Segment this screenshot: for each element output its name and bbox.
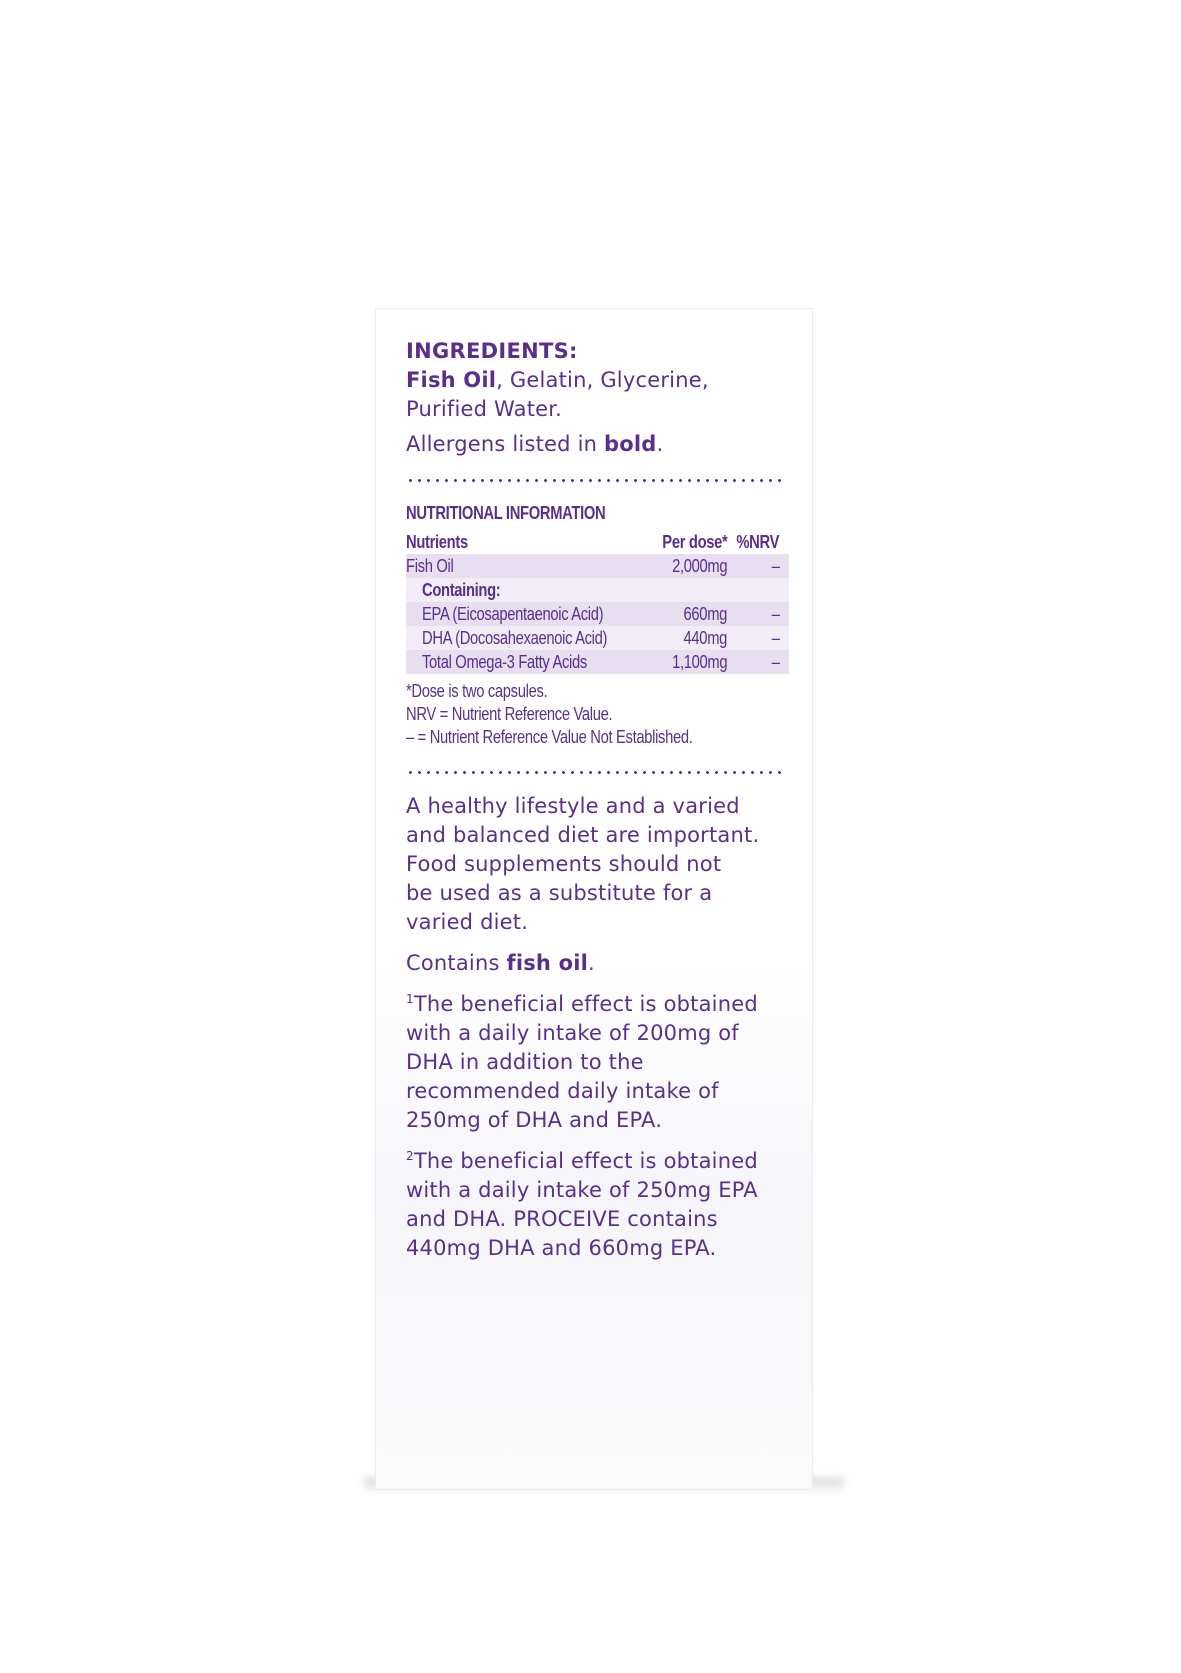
advice-line: be used as a substitute for a	[406, 881, 713, 905]
allergen-fish-oil: Fish Oil	[406, 368, 497, 392]
row-dose: 1,100mg	[672, 652, 728, 672]
advice-line: varied diet.	[406, 910, 529, 934]
row-dose: 2,000mg	[672, 556, 728, 576]
footnote-mark: 2	[406, 1149, 414, 1163]
row-dose: 660mg	[683, 604, 728, 624]
footnote-line: The beneficial effect is obtained	[413, 992, 758, 1016]
footnote-line: The beneficial effect is obtained	[413, 1149, 758, 1173]
footnote-line: 440mg DHA and 660mg EPA.	[406, 1236, 717, 1260]
contains-suffix: .	[588, 951, 595, 975]
product-box-side-panel	[375, 308, 813, 1490]
advice-text	[406, 792, 786, 937]
table-row	[406, 602, 789, 626]
col-per-dose: Per dose*	[662, 532, 728, 552]
contains-prefix: Contains	[406, 951, 507, 975]
footnote-line: with a daily intake of 250mg EPA	[406, 1178, 758, 1202]
advice-line: A healthy lifestyle and a varied	[406, 794, 740, 818]
col-nutrients: Nutrients	[406, 532, 468, 552]
footnote-1	[406, 990, 786, 1135]
advice-line: and balanced diet are important.	[406, 823, 760, 847]
row-nrv: –	[771, 652, 780, 672]
row-nrv: –	[771, 628, 780, 648]
row-name: Fish Oil	[406, 556, 454, 576]
allergen-note-bold: bold	[603, 432, 657, 456]
row-name: Total Omega-3 Fatty Acids	[422, 652, 587, 672]
col-nrv: %NRV	[736, 532, 780, 552]
footnote-line: and DHA. PROCEIVE contains	[406, 1207, 718, 1231]
nutrition-section	[406, 502, 786, 749]
note-dose: *Dose is two capsules.	[406, 681, 548, 701]
footnote-line: with a daily intake of 200mg of	[406, 1021, 739, 1045]
row-name: Containing:	[422, 580, 501, 600]
ingredients-heading: INGREDIENTS:	[406, 339, 578, 363]
row-name: DHA (Docosahexaenoic Acid)	[422, 628, 608, 648]
table-row	[406, 626, 789, 650]
allergen-note	[406, 430, 786, 459]
row-nrv: –	[771, 604, 780, 624]
ingredients-rest-1: , Gelatin, Glycerine,	[496, 368, 709, 392]
footnote-line: DHA in addition to the	[406, 1050, 644, 1074]
footnote-line: recommended daily intake of	[406, 1079, 719, 1103]
ingredients-list	[406, 366, 786, 424]
ingredients-rest-2: Purified Water.	[406, 397, 563, 421]
contains-bold: fish oil	[506, 951, 589, 975]
row-dose: 440mg	[683, 628, 728, 648]
allergen-note-suffix: .	[656, 432, 664, 456]
table-row	[406, 554, 789, 578]
nutrition-title: NUTRITIONAL INFORMATION	[406, 503, 606, 523]
row-nrv: –	[771, 556, 780, 576]
nutrition-notes	[406, 680, 786, 749]
contains-statement	[406, 949, 786, 978]
nutrition-header-row	[406, 530, 789, 554]
footnote-line: 250mg of DHA and EPA.	[406, 1108, 663, 1132]
note-not-established: – = Nutrient Reference Value Not Established.	[406, 727, 693, 747]
dotted-divider-2	[406, 771, 784, 774]
dotted-divider-1	[406, 479, 784, 482]
table-row	[406, 578, 789, 602]
nutrition-table	[406, 530, 789, 674]
footnote-mark: 1	[406, 992, 414, 1006]
allergen-note-prefix: Allergens listed in	[406, 432, 604, 456]
note-nrv: NRV = Nutrient Reference Value.	[406, 704, 613, 724]
label-content	[406, 337, 786, 1263]
footnote-2	[406, 1147, 786, 1263]
table-row	[406, 650, 789, 674]
advice-line: Food supplements should not	[406, 852, 722, 876]
row-name: EPA (Eicosapentaenoic Acid)	[422, 604, 604, 624]
